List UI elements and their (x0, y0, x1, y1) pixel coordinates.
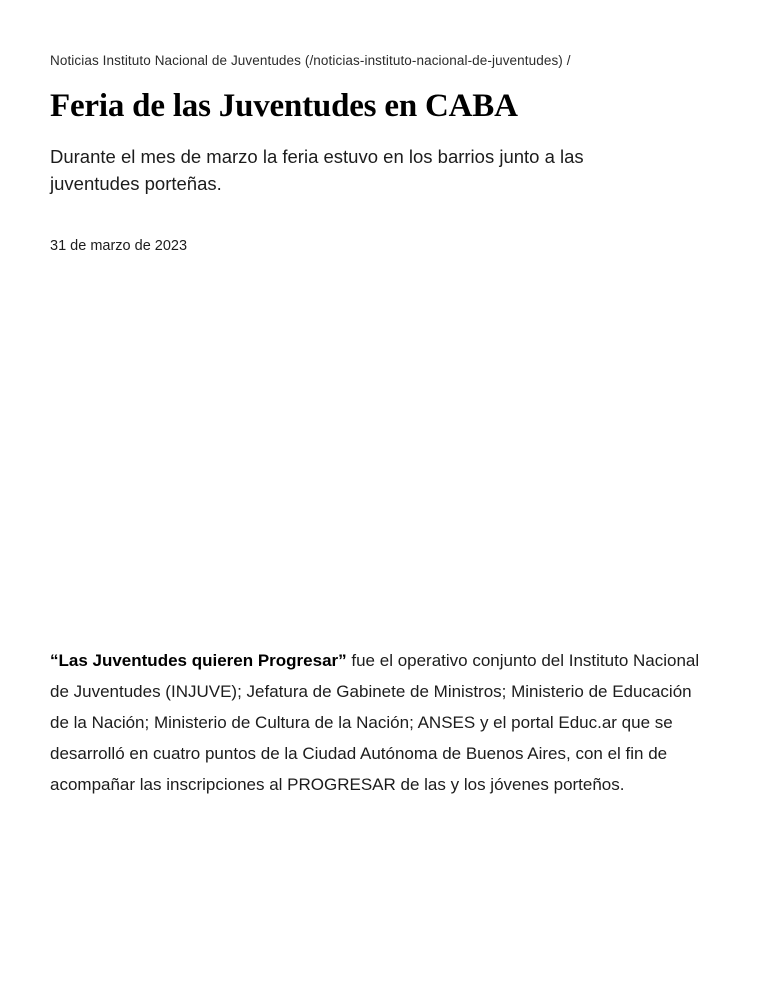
page-title: Feria de las Juventudes en CABA (50, 87, 518, 124)
article-body (50, 646, 711, 801)
breadcrumb-separator-slash: / (566, 53, 571, 68)
breadcrumb-link-path[interactable]: (/noticias-instituto-nacional-de-juventudes) (304, 53, 563, 68)
article-body-lead: “Las Juventudes quieren Progresar” (50, 651, 347, 671)
article-date: 31 de marzo de 2023 (50, 238, 188, 255)
breadcrumb (50, 52, 711, 71)
article-media-placeholder (50, 274, 711, 646)
article-body-rest: fue el operativo conjunto del Instituto Nacional de Juventudes (INJUVE); Jefatura de Gabinete de Ministros; Ministerio de Educación de la Nación; Ministerio de Cultura de la Nación; ANSES y el portal Educ.ar que se desarrolló en cuatro puntos de la Ciudad Autónoma de Buenos Aires, con el fin de acompañar las inscripciones al PROGRESAR de las y los jóvenes porteños. (50, 651, 700, 795)
breadcrumb-link-noticias[interactable]: Noticias Instituto Nacional de Juventudes (50, 53, 301, 68)
article-summary: Durante el mes de marzo la feria estuvo en los barrios junto a las juventudes porteñas. (50, 146, 584, 195)
